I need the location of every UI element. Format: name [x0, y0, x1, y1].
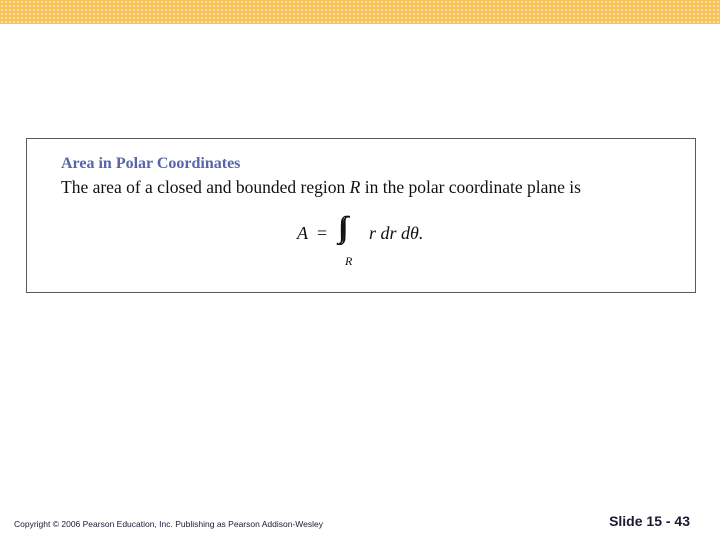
double-integral-symbol: ∫∫	[338, 211, 343, 244]
theorem-title: Area in Polar Coordinates	[61, 155, 241, 172]
statement-text-before: The area of a closed and bounded region	[61, 177, 350, 197]
theorem-statement	[61, 177, 581, 198]
slide-number: Slide 15 - 43	[609, 513, 690, 529]
formula-equals: =	[317, 223, 328, 243]
theorem-box	[26, 138, 696, 293]
integral-region-subscript: R	[345, 254, 353, 268]
header-pattern-band	[0, 0, 720, 24]
formula-integrand: r dr dθ.	[369, 223, 424, 243]
statement-region-variable: R	[349, 177, 361, 197]
copyright-notice: Copyright © 2006 Pearson Education, Inc. Publishing as Pearson Addison-Wesley	[14, 519, 323, 529]
formula-lhs: A	[297, 223, 308, 243]
area-formula	[297, 209, 457, 275]
statement-text-after: in the polar coordinate plane is	[360, 177, 581, 197]
